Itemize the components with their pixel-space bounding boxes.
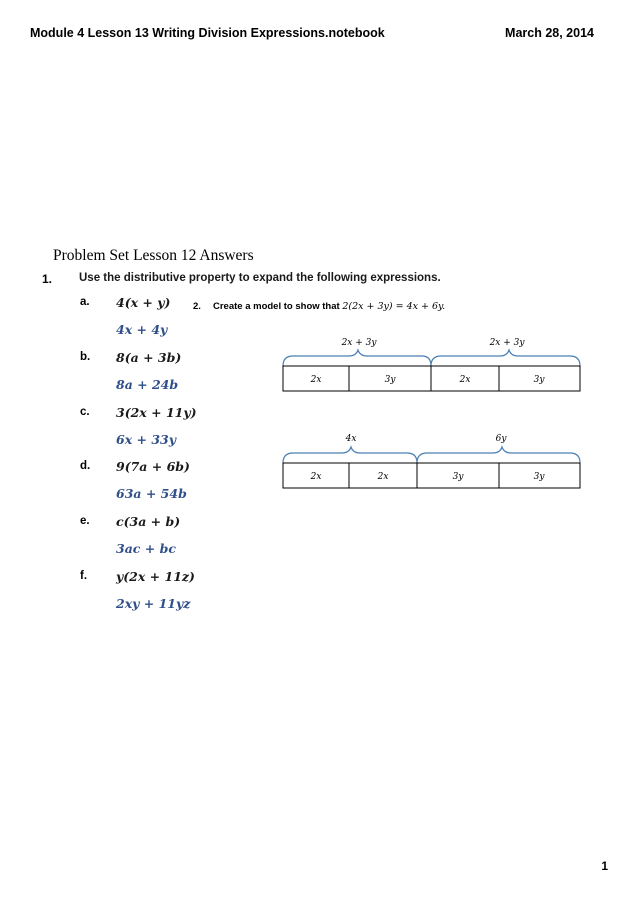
top-brace-1 bbox=[283, 350, 431, 366]
top-brace-label-1: 2x + 3y bbox=[341, 338, 377, 348]
item-c-answer: 6x + 33y bbox=[116, 432, 176, 447]
top-cell-4: 3y bbox=[533, 375, 545, 385]
bottom-model bbox=[283, 447, 580, 463]
problem-2-prompt-math: 2(2x + 3y) = 4x + 6y. bbox=[342, 301, 446, 312]
item-d-answer: 63a + 54b bbox=[116, 486, 187, 501]
page-number: 1 bbox=[601, 859, 608, 873]
bottom-cell-2: 2x bbox=[377, 472, 389, 482]
item-a-answer: 4x + 4y bbox=[116, 322, 168, 337]
top-brace-2 bbox=[431, 350, 580, 366]
bottom-brace-2 bbox=[417, 447, 580, 463]
item-e-expression: c(3a + b) bbox=[116, 514, 181, 529]
bottom-brace-1 bbox=[283, 447, 417, 463]
bottom-brace-label-2: 6y bbox=[495, 434, 507, 444]
item-f-letter: f. bbox=[80, 570, 88, 582]
top-tape bbox=[283, 366, 580, 391]
bottom-cell-1: 2x bbox=[310, 472, 322, 482]
problem-2-prompt-text: Create a model to show that bbox=[213, 301, 340, 312]
bottom-brace-label-1: 4x bbox=[345, 434, 357, 444]
page-header-date: March 28, 2014 bbox=[505, 26, 594, 40]
problem-2-prompt bbox=[213, 301, 445, 312]
item-f-expression: y(2x + 11z) bbox=[116, 569, 195, 584]
top-cell-3: 2x bbox=[459, 375, 471, 385]
item-a-letter: a. bbox=[80, 296, 90, 308]
item-a-expression: 4(x + y) bbox=[116, 295, 171, 310]
item-c-letter: c. bbox=[80, 406, 90, 418]
item-f-answer: 2xy + 11yz bbox=[116, 596, 191, 611]
section-title: Problem Set Lesson 12 Answers bbox=[53, 247, 254, 264]
bottom-cell-4: 3y bbox=[533, 472, 545, 482]
bottom-tape bbox=[283, 463, 580, 488]
item-d-letter: d. bbox=[80, 460, 91, 472]
top-brace-label-2: 2x + 3y bbox=[489, 338, 525, 348]
top-cell-1: 2x bbox=[310, 375, 322, 385]
top-cell-2: 3y bbox=[384, 375, 396, 385]
item-e-answer: 3ac + bc bbox=[116, 541, 176, 556]
item-e-letter: e. bbox=[80, 515, 90, 527]
bottom-cell-3: 3y bbox=[452, 472, 464, 482]
problem-1-prompt: Use the distributive property to expand the following expressions. bbox=[79, 272, 441, 284]
problem-1-number: 1. bbox=[42, 272, 53, 286]
item-b-expression: 8(a + 3b) bbox=[116, 350, 182, 365]
item-b-answer: 8a + 24b bbox=[116, 377, 179, 392]
item-d-expression: 9(7a + 6b) bbox=[116, 459, 190, 474]
page-header-title: Module 4 Lesson 13 Writing Division Expressions.notebook bbox=[30, 26, 385, 40]
problem-2-number: 2. bbox=[193, 301, 201, 312]
item-c-expression: 3(2x + 11y) bbox=[116, 405, 197, 420]
item-b-letter: b. bbox=[80, 351, 91, 363]
top-model bbox=[283, 350, 580, 366]
